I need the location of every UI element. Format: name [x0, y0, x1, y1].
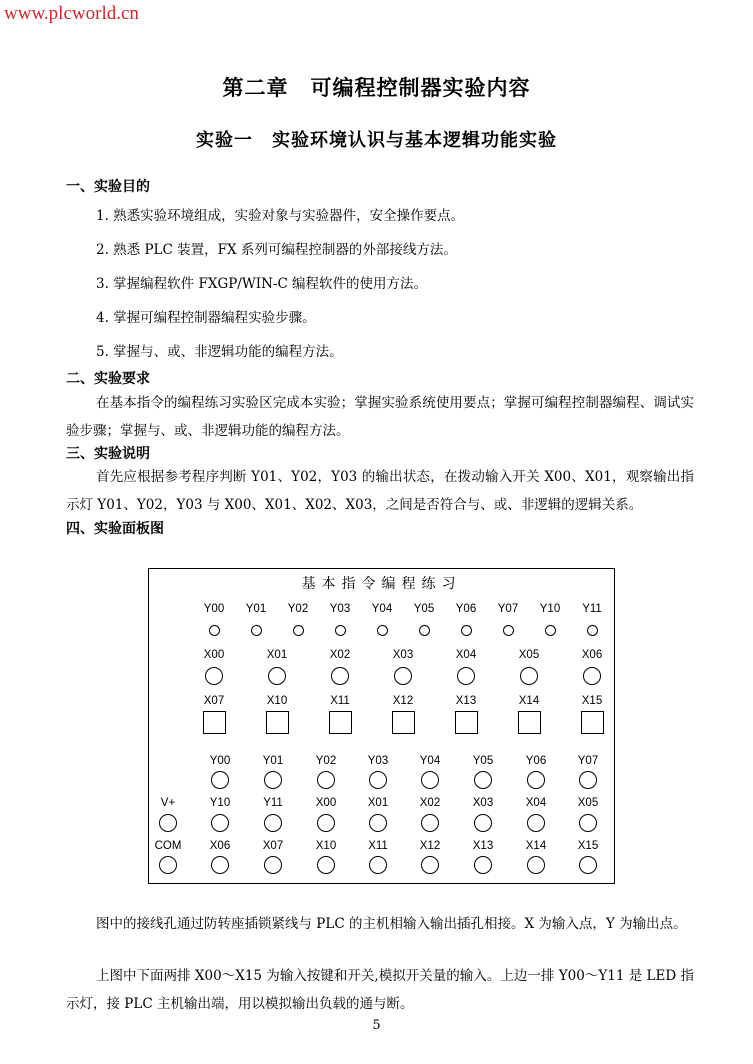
jack-y06[interactable]	[527, 771, 545, 789]
jack-x12[interactable]	[421, 856, 439, 874]
jack-x05[interactable]	[579, 814, 597, 832]
panel-label-y06: Y06	[525, 755, 547, 767]
led-indicator-y00	[209, 625, 220, 636]
panel-label-y01: Y01	[262, 755, 284, 767]
jack-y05[interactable]	[474, 771, 492, 789]
panel-label-y06: Y06	[455, 603, 477, 615]
jack-x14[interactable]	[527, 856, 545, 874]
led-indicator-y03	[335, 625, 346, 636]
led-indicator-y01	[251, 625, 262, 636]
panel-label-x06: X06	[581, 649, 603, 661]
jack-y11[interactable]	[264, 814, 282, 832]
panel-label-x11: X11	[368, 840, 388, 852]
jack-y10[interactable]	[211, 814, 229, 832]
jack-x03[interactable]	[394, 667, 412, 685]
jack-x00[interactable]	[317, 814, 335, 832]
jack-x01[interactable]	[268, 667, 286, 685]
objective-item: 1. 熟悉实验环境组成，实验对象与实验器件，安全操作要点。	[96, 208, 465, 224]
panel-label-y03: Y03	[367, 755, 389, 767]
panel-label-y05: Y05	[472, 755, 494, 767]
section-title: 实验一 实验环境认识与基本逻辑功能实验	[196, 130, 557, 151]
jack-x06[interactable]	[583, 667, 601, 685]
panel-label-x07: X07	[262, 840, 284, 852]
jack-vplus[interactable]	[159, 814, 177, 832]
panel-label-x15: X15	[581, 695, 603, 707]
panel-label-x07: X07	[203, 695, 225, 707]
panel-label-y11: Y11	[263, 797, 283, 809]
panel-label-x06: X06	[209, 840, 231, 852]
note-paragraph-1: 图中的接线孔通过防转座插锁紧线与 PLC 的主机相输入输出插孔相接。X 为输入点，Y 为输出点。	[96, 916, 687, 932]
panel-label-y02: Y02	[287, 603, 309, 615]
panel-label-x12: X12	[419, 840, 441, 852]
panel-label-x01: X01	[266, 649, 288, 661]
switch-x14[interactable]	[518, 711, 541, 734]
jack-x04[interactable]	[457, 667, 475, 685]
requirements-text: 在基本指令的编程练习实验区完成本实验；掌握实验系统使用要点；掌握可编程控制器编程、调试实验步骤；掌握与、或、非逻辑功能的编程方法。	[66, 395, 694, 439]
jack-x01[interactable]	[369, 814, 387, 832]
panel-label-y05: Y05	[413, 603, 435, 615]
panel-label-y00: Y00	[209, 755, 231, 767]
panel-label-y04: Y04	[371, 603, 393, 615]
panel-label-x01: X01	[367, 797, 389, 809]
jack-y02[interactable]	[317, 771, 335, 789]
panel-label-x11: X11	[330, 695, 350, 707]
panel-label-y11: Y11	[582, 603, 602, 615]
heading-objectives: 一、实验目的	[66, 179, 150, 195]
jack-x06[interactable]	[211, 856, 229, 874]
panel-label-vplus: V+	[160, 797, 176, 809]
panel-label-x04: X04	[525, 797, 547, 809]
jack-x05[interactable]	[520, 667, 538, 685]
led-indicator-y04	[377, 625, 388, 636]
jack-y00[interactable]	[211, 771, 229, 789]
objective-item: 5. 掌握与、或、非逻辑功能的编程方法。	[96, 344, 343, 360]
switch-x11[interactable]	[329, 711, 352, 734]
led-indicator-y11	[587, 625, 598, 636]
jack-x07[interactable]	[264, 856, 282, 874]
jack-x13[interactable]	[474, 856, 492, 874]
heading-requirements: 二、实验要求	[66, 371, 150, 387]
led-indicator-y06	[461, 625, 472, 636]
panel-label-x03: X03	[472, 797, 494, 809]
panel-label-x10: X10	[315, 840, 337, 852]
panel-label-x15: X15	[577, 840, 599, 852]
panel-label-x05: X05	[518, 649, 540, 661]
jack-x15[interactable]	[579, 856, 597, 874]
jack-x02[interactable]	[421, 814, 439, 832]
led-indicator-y10	[545, 625, 556, 636]
panel-label-x00: X00	[203, 649, 225, 661]
led-indicator-y02	[293, 625, 304, 636]
objective-item: 4. 掌握可编程控制器编程实验步骤。	[96, 310, 316, 326]
jack-x10[interactable]	[317, 856, 335, 874]
chapter-title: 第二章 可编程控制器实验内容	[222, 75, 531, 100]
description-text: 首先应根据参考程序判断 Y01、Y02，Y03 的输出状态，在拨动输入开关 X00、X01，观察输出指示灯 Y01、Y02，Y03 与 X00、X01、X02、X03，之间是否符合与、或、非逻辑的逻辑关系。	[66, 469, 694, 513]
panel-label-x00: X00	[315, 797, 337, 809]
led-indicator-y05	[419, 625, 430, 636]
panel-label-x02: X02	[419, 797, 441, 809]
panel-label-x12: X12	[392, 695, 414, 707]
heading-description: 三、实验说明	[66, 446, 150, 462]
experiment-panel	[148, 568, 615, 884]
panel-label-x13: X13	[472, 840, 494, 852]
panel-label-x05: X05	[577, 797, 599, 809]
jack-x00[interactable]	[205, 667, 223, 685]
panel-label-x10: X10	[266, 695, 288, 707]
switch-x07[interactable]	[203, 711, 226, 734]
panel-label-y01: Y01	[245, 603, 267, 615]
panel-label-y07: Y07	[497, 603, 519, 615]
jack-x04[interactable]	[527, 814, 545, 832]
jack-x11[interactable]	[369, 856, 387, 874]
switch-x10[interactable]	[266, 711, 289, 734]
watermark: www.plcworld.cn	[4, 3, 139, 24]
page-number: 5	[372, 1018, 381, 1033]
jack-y01[interactable]	[264, 771, 282, 789]
switch-x12[interactable]	[392, 711, 415, 734]
panel-label-y07: Y07	[577, 755, 599, 767]
panel-title: 基本指令编程练习	[301, 576, 462, 592]
panel-label-y00: Y00	[203, 603, 225, 615]
panel-label-x13: X13	[455, 695, 477, 707]
panel-label-x14: X14	[518, 695, 540, 707]
panel-label-y04: Y04	[419, 755, 441, 767]
panel-label-x02: X02	[329, 649, 351, 661]
jack-y04[interactable]	[421, 771, 439, 789]
panel-label-y10: Y10	[209, 797, 231, 809]
panel-label-y02: Y02	[315, 755, 337, 767]
objective-item: 3. 掌握编程软件 FXGP/WIN-C 编程软件的使用方法。	[96, 276, 428, 292]
led-indicator-y07	[503, 625, 514, 636]
jack-x02[interactable]	[331, 667, 349, 685]
jack-x03[interactable]	[474, 814, 492, 832]
heading-panel: 四、实验面板图	[66, 521, 164, 537]
panel-label-y03: Y03	[329, 603, 351, 615]
objective-item: 2. 熟悉 PLC 装置，FX 系列可编程控制器的外部接线方法。	[96, 242, 457, 258]
jack-com[interactable]	[159, 856, 177, 874]
panel-label-x03: X03	[392, 649, 414, 661]
switch-x15[interactable]	[581, 711, 604, 734]
jack-y03[interactable]	[369, 771, 387, 789]
panel-label-x04: X04	[455, 649, 477, 661]
jack-y07[interactable]	[579, 771, 597, 789]
note-paragraph-2: 上图中下面两排 X00～X15 为输入按键和开关,模拟开关量的输入。上边一排 Y00～Y11 是 LED 指示灯，接 PLC 主机输出端，用以模拟输出负载的通与断。	[66, 968, 694, 1012]
panel-label-x14: X14	[525, 840, 547, 852]
panel-label-y10: Y10	[539, 603, 561, 615]
switch-x13[interactable]	[455, 711, 478, 734]
panel-label-com: COM	[154, 840, 182, 852]
